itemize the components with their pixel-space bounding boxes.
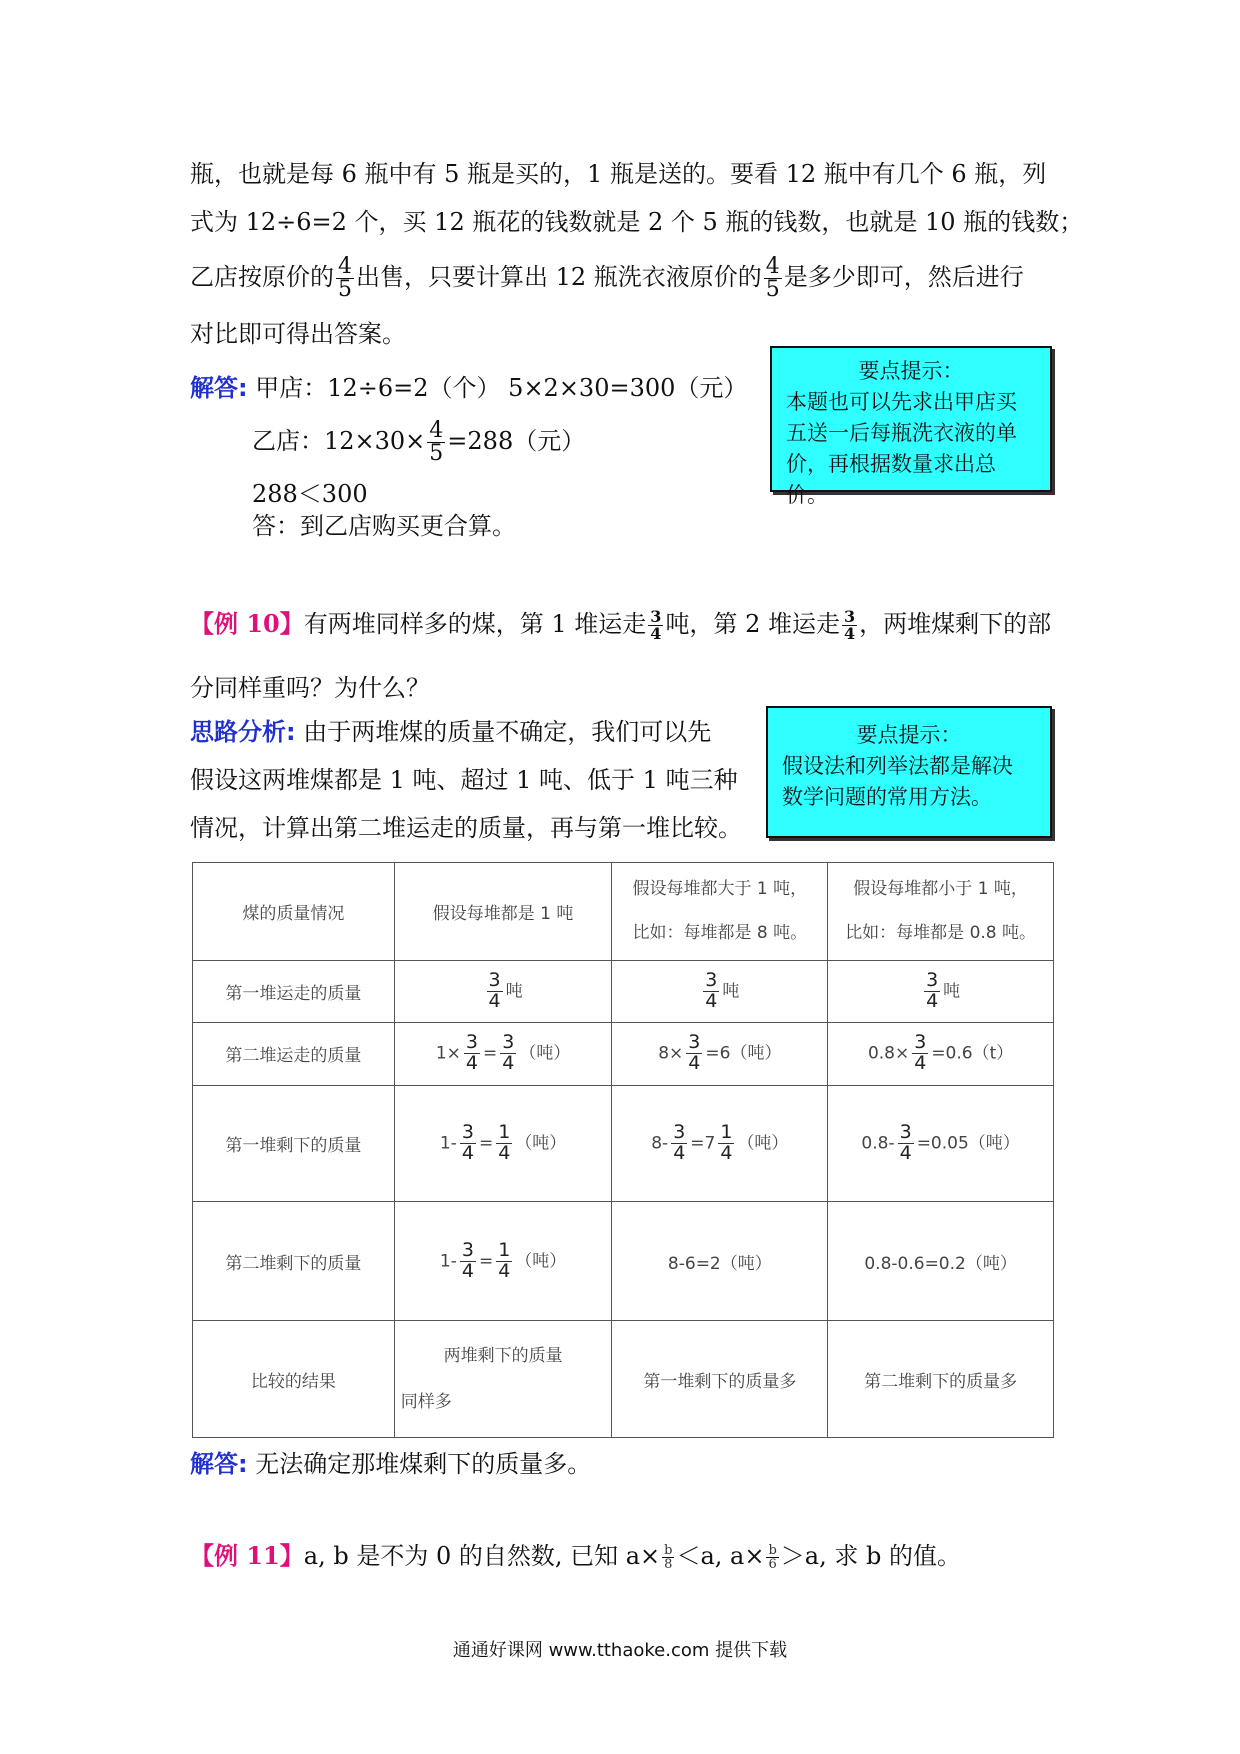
tip-line: 假设法和列举法都是解决 [782, 754, 1013, 778]
text-run: 乙店按原价的 [190, 263, 334, 291]
fraction: $\frac{4}{5}$ [765, 254, 780, 302]
table-header-cell: 煤的质量情况 [193, 863, 395, 961]
text-run: 有两堆同样多的煤，第 1 堆运走 [303, 610, 647, 638]
table-cell: $\frac{3}{4}$ 吨 [828, 960, 1054, 1022]
analysis-line: 假设这两堆煤都是 1 吨、超过 1 吨、低于 1 吨三种 [190, 766, 738, 794]
analysis-line: 情况，计算出第二堆运走的质量，再与第一堆比较。 [190, 814, 742, 842]
analysis-line [190, 716, 711, 748]
table-row [193, 1085, 1054, 1202]
text-run: =288（元） [447, 427, 586, 455]
table-row [193, 1321, 1054, 1438]
text-run: 吨，第 2 堆运走 [665, 610, 840, 638]
table-cell: 0.8-0.6=0.2（吨） [828, 1202, 1054, 1321]
row-label: 第一堆剩下的质量 [193, 1085, 395, 1202]
header-line: 假设每堆都小于 1 吨， [853, 879, 1028, 900]
paragraph-line: 式为 12÷6=2 个，买 12 瓶花的钱数就是 2 个 5 瓶的钱数，也就是 10 瓶的钱数； [190, 208, 1084, 236]
table-cell: $\frac{3}{4}$ 吨 [394, 960, 612, 1022]
header-line: 假设每堆都大于 1 吨， [632, 879, 808, 900]
example-title [190, 608, 1051, 642]
tip-box [766, 706, 1052, 838]
table-cell: 0.8- $\frac{3}{4}$ =0.05（吨） [828, 1085, 1054, 1202]
example-label: 【例 11】 [190, 1541, 304, 1570]
table-cell: 8- $\frac{3}{4}$ =7 $\frac{1}{4}$ （吨） [612, 1085, 828, 1202]
fraction: $\frac{4}{5}$ [429, 418, 444, 466]
text-run: 是多少即可，然后进行 [783, 263, 1024, 291]
table-cell: 第一堆剩下的质量多 [612, 1321, 828, 1438]
table-cell: 第二堆剩下的质量多 [828, 1321, 1054, 1438]
table-row [193, 863, 1054, 961]
paragraph-line: 对比即可得出答案。 [190, 320, 406, 348]
table-cell: 1× $\frac{3}{4}$ = $\frac{3}{4}$ （吨） [394, 1023, 612, 1085]
table-row [193, 960, 1054, 1022]
tip-line: 价，再根据数量求出总价。 [786, 452, 996, 507]
text-run: 乙店：12×30× [252, 427, 426, 455]
analysis-label: 思路分析: [190, 718, 296, 746]
text-run: ，两堆煤剩下的部 [859, 610, 1052, 638]
tip-line: 数学问题的常用方法。 [782, 785, 992, 809]
row-label: 比较的结果 [193, 1321, 395, 1438]
text-run: a, b 是不为 0 的自然数, 已知 a× [303, 1542, 661, 1570]
tip-line: 五送一后每瓶洗衣液的单 [786, 421, 1017, 445]
table-cell [394, 1321, 612, 1438]
row-label: 第二堆剩下的质量 [193, 1202, 395, 1321]
answer-line: 288＜300 [252, 480, 368, 508]
table-cell: 1- $\frac{3}{4}$ = $\frac{1}{4}$ （吨） [394, 1085, 612, 1202]
text-run: 甲店：12÷6=2（个） 5×2×30=300（元） [255, 374, 748, 402]
example-title [190, 1540, 961, 1572]
paragraph-line [190, 256, 1024, 301]
table-header-cell [612, 863, 828, 961]
text-run: 由于两堆煤的质量不确定，我们可以先 [303, 718, 712, 746]
table-cell: 8× $\frac{3}{4}$ =6（吨） [612, 1023, 828, 1085]
table-cell: 1- $\frac{3}{4}$ = $\frac{1}{4}$ （吨） [394, 1202, 612, 1321]
paragraph-line: 分同样重吗？为什么？ [190, 674, 430, 702]
text-run: 出售，只要计算出 12 瓶洗衣液原价的 [356, 263, 762, 291]
fraction: $\frac{3}{4}$ [650, 607, 662, 643]
cell-line: 同样多 [400, 1392, 452, 1413]
text-run: ＞a, 求 b 的值。 [780, 1542, 961, 1570]
header-line: 比如：每堆都是 0.8 吨。 [845, 923, 1037, 944]
table-header-cell [828, 863, 1054, 961]
tip-title: 要点提示： [858, 359, 964, 383]
fraction: $\frac{b}{6}$ [768, 1543, 777, 1572]
table-cell: 0.8× $\frac{3}{4}$ =0.6（t） [828, 1023, 1054, 1085]
text-run: ＜a, a× [676, 1542, 765, 1570]
paragraph-line: 瓶，也就是每 6 瓶中有 5 瓶是买的，1 瓶是送的。要看 12 瓶中有几个 6 瓶，列 [190, 160, 1047, 188]
row-label: 第一堆运走的质量 [193, 960, 395, 1022]
fraction: $\frac{b}{8}$ [664, 1543, 673, 1572]
example-label: 【例 10】 [190, 609, 304, 638]
table-cell: 8-6=2（吨） [612, 1202, 828, 1321]
tip-line: 本题也可以先求出甲店买 [786, 390, 1017, 414]
comparison-table [192, 862, 1054, 1438]
cell-line: 两堆剩下的质量 [443, 1346, 563, 1367]
answer-label: 解答: [190, 374, 248, 402]
answer-line: 答：到乙店购买更合算。 [252, 512, 516, 540]
answer-label: 解答: [190, 1450, 248, 1478]
text-run: 无法确定那堆煤剩下的质量多。 [255, 1450, 592, 1478]
tip-title: 要点提示： [856, 723, 962, 747]
table-cell: $\frac{3}{4}$ 吨 [612, 960, 828, 1022]
header-line: 比如：每堆都是 8 吨。 [632, 923, 808, 944]
fraction: $\frac{3}{4}$ [843, 607, 856, 643]
table-header-cell: 假设每堆都是 1 吨 [394, 863, 612, 961]
fraction: $\frac{4}{5}$ [338, 254, 352, 302]
footer-text: 通通好课网 www.tthaoke.com 提供下载 [452, 1640, 788, 1661]
answer-line [190, 1448, 591, 1480]
table-row [193, 1202, 1054, 1321]
row-label: 第二堆运走的质量 [193, 1023, 395, 1085]
answer-line [252, 420, 585, 465]
table-row [193, 1023, 1054, 1085]
answer-line [190, 372, 747, 404]
tip-box [770, 346, 1052, 507]
